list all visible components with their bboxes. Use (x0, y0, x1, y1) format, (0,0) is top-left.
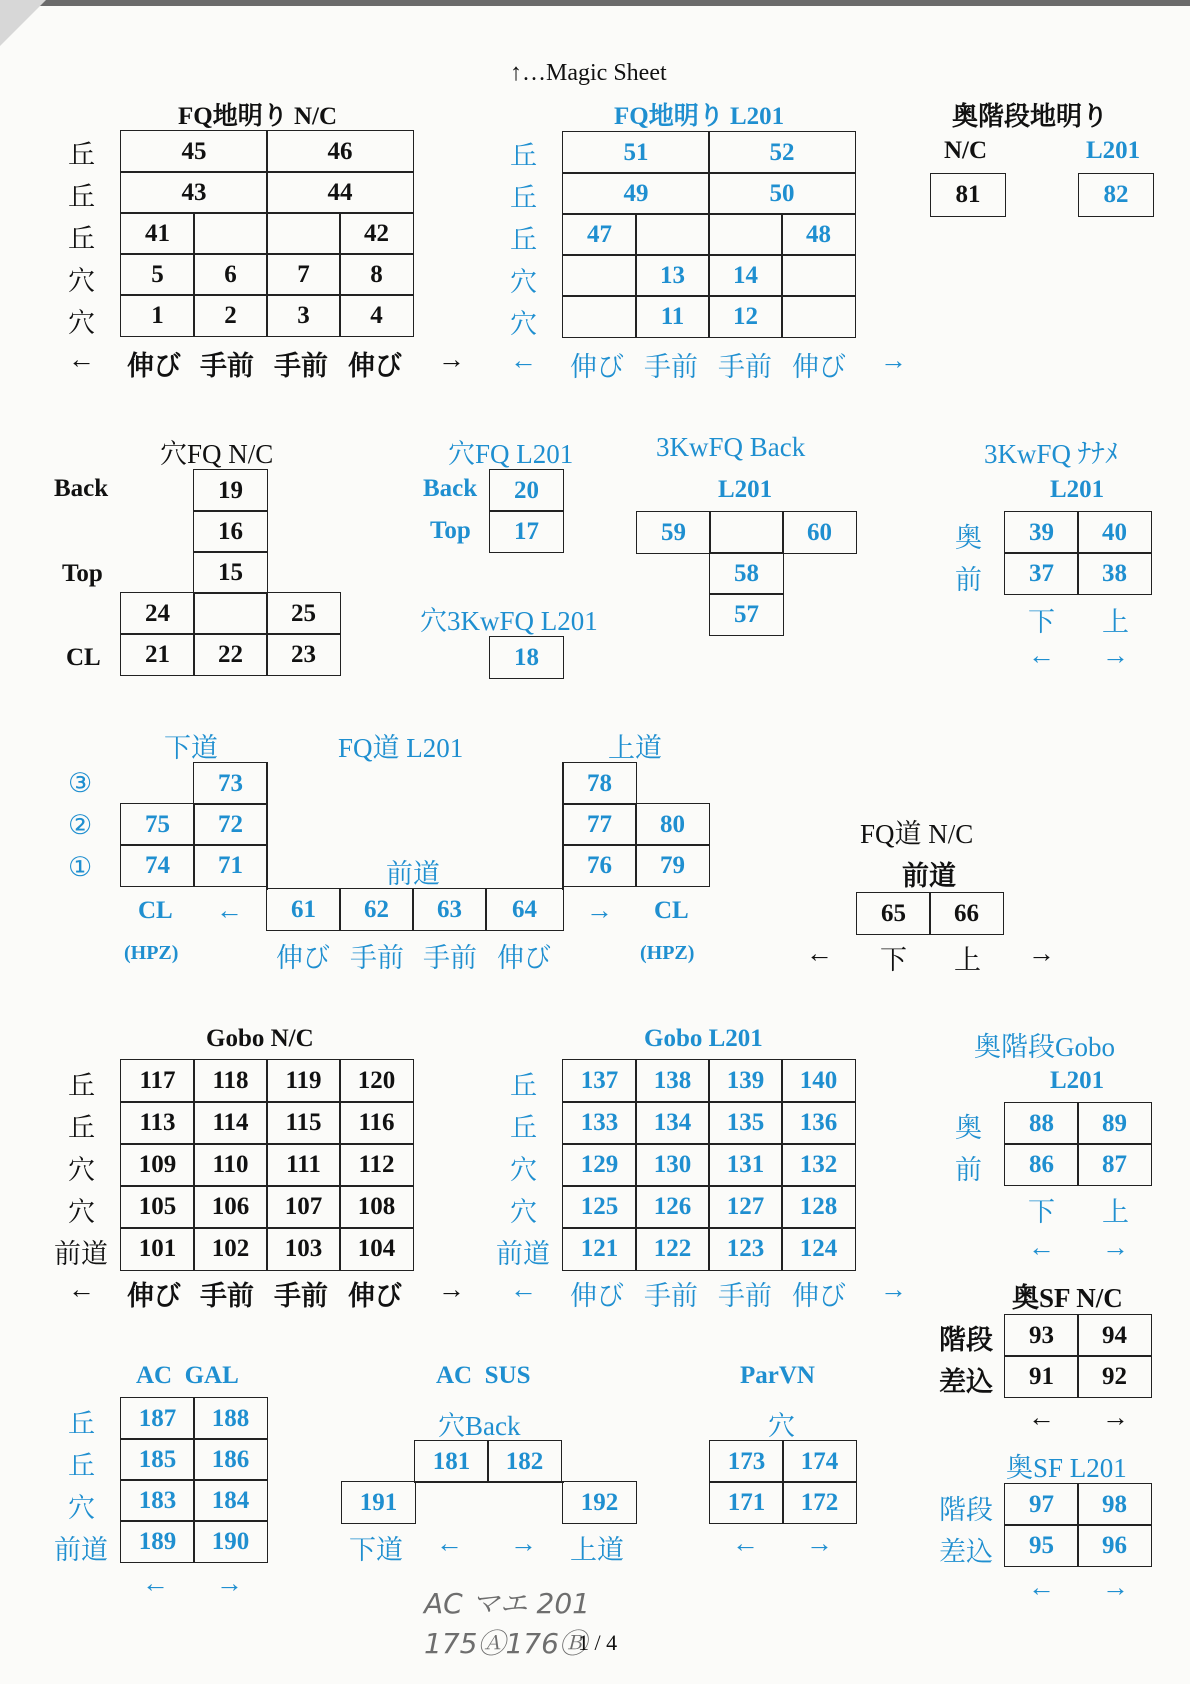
l201-label: L201 (1086, 137, 1141, 164)
footer-label: 伸び (792, 1281, 846, 1311)
row-label: 丘 (68, 224, 95, 254)
channel-cell[interactable]: 111 (266, 1143, 341, 1187)
footer-label: 伸び (570, 352, 624, 382)
channel-cell[interactable]: 105 (120, 1185, 195, 1229)
empty-cell (709, 511, 784, 554)
channel-cell[interactable]: 11 (635, 295, 710, 338)
hpz-label: (HPZ) (640, 942, 695, 964)
divider (562, 762, 564, 890)
channel-cell[interactable]: 117 (120, 1059, 195, 1103)
row-label: 丘 (510, 225, 537, 255)
section-title: FQ地明り L201 (614, 103, 785, 130)
channel-cell[interactable]: 16 (193, 510, 268, 553)
channel-cell[interactable]: 97 (1004, 1483, 1079, 1526)
channel-cell[interactable]: 49 (562, 172, 710, 215)
channel-cell[interactable]: 22 (193, 633, 268, 676)
footer-label: 手前 (274, 351, 328, 381)
section-title: Gobo L201 (644, 1025, 763, 1052)
row-label: 丘 (510, 141, 537, 171)
channel-cell[interactable]: 110 (193, 1143, 268, 1187)
row-label: 前道 (54, 1239, 108, 1269)
channel-cell[interactable]: 20 (489, 469, 564, 512)
magic-sheet-header: ↑…Magic Sheet (510, 60, 667, 86)
channel-cell[interactable]: 86 (1004, 1143, 1079, 1186)
channel-cell[interactable]: 18 (489, 636, 564, 679)
channel-cell[interactable]: 8 (339, 253, 414, 296)
section-subtitle: L201 (1050, 476, 1105, 503)
scan-top-edge (0, 0, 1190, 6)
arrow-right: → (880, 1274, 907, 1304)
channel-cell[interactable]: 60 (782, 511, 857, 554)
handwritten-note: AC マエ 201 (424, 1587, 590, 1620)
channel-cell[interactable]: 184 (193, 1479, 268, 1522)
row-label: 穴 (68, 266, 95, 296)
channel-cell[interactable]: 66 (929, 892, 1004, 935)
channel-cell[interactable]: 7 (266, 253, 341, 296)
channel-cell[interactable]: 126 (635, 1185, 710, 1229)
footer-label: 伸び (276, 943, 330, 973)
arrow-right: → (1102, 1232, 1129, 1262)
scan-folded-corner (0, 0, 46, 46)
arrow-right: → (438, 1274, 465, 1304)
channel-cell[interactable]: 81 (930, 173, 1006, 217)
hpz-label: (HPZ) (124, 942, 179, 964)
channel-cell[interactable]: 191 (341, 1481, 416, 1524)
channel-cell[interactable]: 182 (487, 1440, 562, 1483)
right-title: 上道 (608, 733, 662, 763)
section-title: AC SUS (436, 1362, 531, 1389)
arrow-left: ← (68, 1274, 95, 1304)
row-label: Back (423, 475, 478, 502)
channel-cell[interactable]: 61 (266, 888, 341, 931)
footer-label: 伸び (127, 1281, 181, 1311)
channel-cell[interactable]: 108 (339, 1185, 414, 1229)
channel-cell[interactable]: 41 (120, 212, 195, 255)
channel-cell[interactable]: 136 (781, 1101, 856, 1145)
channel-cell[interactable]: 189 (120, 1520, 195, 1563)
cl-label: CL (138, 897, 173, 924)
channel-cell[interactable]: 37 (1004, 552, 1079, 595)
footer-label: 伸び (348, 1281, 402, 1311)
footer-label: 伸び (127, 351, 181, 381)
channel-cell[interactable]: 73 (193, 762, 268, 805)
channel-cell[interactable]: 115 (266, 1101, 341, 1145)
arrow-right: → (1102, 1572, 1129, 1602)
channel-cell[interactable]: 52 (708, 131, 856, 174)
row-label: 前道 (496, 1239, 550, 1269)
channel-cell[interactable]: 173 (709, 1440, 784, 1483)
channel-cell[interactable]: 15 (193, 551, 268, 594)
channel-cell[interactable]: 74 (120, 844, 195, 887)
channel-cell[interactable]: 1 (120, 294, 195, 337)
row-label: 穴 (510, 309, 537, 339)
footer-label: 伸び (570, 1281, 624, 1311)
row-label: 丘 (68, 1071, 95, 1101)
section-subtitle: 前道 (902, 861, 956, 891)
section-title: AC GAL (136, 1362, 239, 1389)
channel-cell[interactable]: 181 (414, 1440, 489, 1483)
section-subtitle: 穴Back (438, 1411, 521, 1441)
channel-cell[interactable]: 130 (635, 1143, 710, 1187)
channel-cell[interactable]: 45 (120, 130, 268, 173)
footer-label: 下道 (349, 1535, 403, 1565)
section-title: FQ地明り N/C (178, 103, 338, 130)
empty-cell (635, 213, 710, 256)
channel-cell[interactable]: 119 (266, 1059, 341, 1103)
row-label: 差込 (939, 1367, 993, 1397)
channel-cell[interactable]: 128 (781, 1185, 856, 1229)
section-title: ParVN (740, 1362, 815, 1389)
channel-cell[interactable]: 140 (781, 1059, 856, 1103)
channel-cell[interactable]: 38 (1077, 552, 1152, 595)
channel-cell[interactable]: 186 (193, 1438, 268, 1481)
empty-cell (781, 254, 856, 297)
row-label: 丘 (68, 1451, 95, 1481)
channel-cell[interactable]: 5 (120, 253, 195, 296)
channel-cell[interactable]: 123 (708, 1227, 783, 1271)
footer-label: 手前 (274, 1281, 328, 1311)
circle-label: ③ (68, 768, 93, 798)
arrow-right: → (510, 1528, 537, 1558)
channel-cell[interactable]: 92 (1077, 1355, 1152, 1398)
arrow-right: → (880, 345, 907, 375)
channel-cell[interactable]: 172 (782, 1481, 857, 1524)
arrow-right: → (1028, 938, 1055, 968)
channel-cell[interactable]: 62 (339, 888, 414, 931)
footer-label: 手前 (718, 1281, 772, 1311)
row-label: CL (66, 644, 101, 671)
channel-cell[interactable]: 71 (193, 844, 268, 887)
footer-label: 伸び (348, 351, 402, 381)
cl-label: CL (654, 897, 689, 924)
nc-label: N/C (944, 137, 988, 164)
channel-cell[interactable]: 50 (708, 172, 856, 215)
channel-cell[interactable]: 19 (193, 469, 268, 512)
arrow-right: → (586, 895, 613, 925)
handwritten-note: 175Ⓐ176Ⓑ (424, 1627, 587, 1660)
channel-cell[interactable]: 133 (562, 1101, 637, 1145)
channel-cell[interactable]: 51 (562, 131, 710, 174)
channel-cell[interactable]: 46 (266, 130, 414, 173)
arrow-right: → (1102, 640, 1129, 670)
footer-label: 手前 (644, 1281, 698, 1311)
section-title: 3KwFQ Back (656, 432, 806, 462)
empty-cell (781, 295, 856, 338)
channel-cell[interactable]: 3 (266, 294, 341, 337)
channel-cell[interactable]: 101 (120, 1227, 195, 1271)
channel-cell[interactable]: 39 (1004, 511, 1079, 554)
channel-cell[interactable]: 112 (339, 1143, 414, 1187)
arrow-left: ← (142, 1568, 169, 1598)
channel-cell[interactable]: 82 (1078, 173, 1154, 217)
arrow-left: ← (1028, 1572, 1055, 1602)
channel-cell[interactable]: 59 (636, 511, 711, 554)
channel-cell[interactable]: 87 (1077, 1143, 1152, 1186)
row-label: 丘 (510, 1113, 537, 1143)
arrow-right: → (806, 1528, 833, 1558)
channel-cell[interactable]: 125 (562, 1185, 637, 1229)
channel-cell[interactable]: 21 (120, 633, 195, 676)
section-title: 奥SF N/C (1012, 1283, 1123, 1313)
channel-cell[interactable]: 14 (708, 254, 783, 297)
footer-label: 手前 (644, 352, 698, 382)
row-label: 丘 (68, 1113, 95, 1143)
footer-label: 下 (1028, 607, 1055, 637)
divider (266, 762, 268, 890)
section-subtitle: L201 (1050, 1067, 1105, 1094)
row-label: 穴 (68, 1155, 95, 1185)
channel-cell[interactable]: 24 (120, 592, 195, 635)
channel-cell[interactable]: 109 (120, 1143, 195, 1187)
channel-cell[interactable]: 134 (635, 1101, 710, 1145)
empty-cell (562, 295, 637, 338)
circle-label: ① (68, 852, 93, 882)
channel-cell[interactable]: 13 (635, 254, 710, 297)
footer-label: 手前 (350, 943, 404, 973)
footer-label: 下 (880, 945, 907, 975)
channel-cell[interactable]: 2 (193, 294, 268, 337)
circle-label: ② (68, 810, 93, 840)
channel-cell[interactable]: 131 (708, 1143, 783, 1187)
channel-cell[interactable]: 121 (562, 1227, 637, 1271)
row-label: 前 (955, 1155, 982, 1185)
row-label: 奥 (955, 523, 982, 553)
channel-cell[interactable]: 42 (339, 212, 414, 255)
footer-label: 下 (1028, 1197, 1055, 1227)
arrow-left: ← (436, 1528, 463, 1558)
channel-cell[interactable]: 183 (120, 1479, 195, 1522)
row-label: 階段 (939, 1495, 993, 1525)
arrow-left: ← (510, 1274, 537, 1304)
footer-label: 上 (1102, 607, 1129, 637)
channel-cell[interactable]: 114 (193, 1101, 268, 1145)
channel-cell[interactable]: 171 (709, 1481, 784, 1524)
channel-cell[interactable]: 137 (562, 1059, 637, 1103)
row-label: Back (54, 475, 109, 502)
footer-label: 手前 (718, 352, 772, 382)
section-title: 奥階段地明り (952, 102, 1109, 131)
channel-cell[interactable]: 106 (193, 1185, 268, 1229)
arrow-left: ← (1028, 1402, 1055, 1432)
row-label: Top (430, 517, 471, 544)
arrow-left: ← (1028, 640, 1055, 670)
arrow-left: ← (1028, 1232, 1055, 1262)
channel-cell[interactable]: 129 (562, 1143, 637, 1187)
channel-cell[interactable]: 78 (562, 762, 637, 805)
channel-cell[interactable]: 187 (120, 1397, 195, 1440)
footer-label: 伸び (497, 943, 551, 973)
row-label: 階段 (939, 1325, 993, 1355)
channel-cell[interactable]: 102 (193, 1227, 268, 1271)
channel-cell[interactable]: 47 (562, 213, 637, 256)
row-label: 差込 (939, 1537, 993, 1567)
divider (414, 1481, 564, 1483)
row-label: 丘 (510, 183, 537, 213)
arrow-left: ← (806, 938, 833, 968)
channel-cell[interactable]: 17 (489, 510, 564, 553)
channel-cell[interactable]: 48 (781, 213, 856, 256)
section-title: 奥SF L201 (1006, 1453, 1127, 1483)
channel-cell[interactable]: 122 (635, 1227, 710, 1271)
section-subtitle: L201 (718, 476, 773, 503)
arrow-right: → (438, 344, 465, 374)
arrow-right: → (1102, 1402, 1129, 1432)
section-title: 穴FQ N/C (160, 439, 274, 469)
channel-cell[interactable]: 174 (782, 1440, 857, 1483)
channel-cell[interactable]: 96 (1077, 1524, 1152, 1567)
channel-cell[interactable]: 113 (120, 1101, 195, 1145)
channel-cell[interactable]: 132 (781, 1143, 856, 1187)
arrow-left: ← (68, 344, 95, 374)
footer-label: 伸び (792, 352, 846, 382)
section-subtitle: 穴 (768, 1411, 795, 1441)
channel-cell[interactable]: 23 (266, 633, 341, 676)
arrow-right: → (216, 1568, 243, 1598)
section-title: 3KwFQ ﾅﾅﾒ (984, 439, 1119, 469)
row-label: 穴 (68, 1493, 95, 1523)
section-title: Gobo N/C (206, 1025, 314, 1052)
row-label: 穴 (510, 1155, 537, 1185)
channel-cell[interactable]: 93 (1004, 1314, 1079, 1357)
channel-cell[interactable]: 57 (709, 593, 784, 636)
channel-cell[interactable]: 75 (120, 803, 195, 846)
empty-cell (708, 213, 783, 256)
channel-cell[interactable]: 4 (339, 294, 414, 337)
footer-label: 上道 (570, 1535, 624, 1565)
channel-cell[interactable]: 98 (1077, 1483, 1152, 1526)
row-label: 丘 (510, 1071, 537, 1101)
channel-cell[interactable]: 40 (1077, 511, 1152, 554)
footer-label: 上 (1102, 1197, 1129, 1227)
arrow-left: ← (510, 345, 537, 375)
channel-cell[interactable]: 76 (562, 844, 637, 887)
row-label: 穴 (68, 308, 95, 338)
row-label: 前道 (54, 1535, 108, 1565)
row-label: 奥 (955, 1113, 982, 1143)
section-title: FQ道 N/C (860, 819, 974, 849)
channel-cell[interactable]: 107 (266, 1185, 341, 1229)
channel-cell[interactable]: 79 (635, 844, 710, 887)
footer-label: 手前 (200, 351, 254, 381)
section-title: 奥階段Gobo (974, 1032, 1115, 1062)
channel-cell[interactable]: 72 (193, 803, 268, 846)
channel-cell[interactable]: 104 (339, 1227, 414, 1271)
channel-cell[interactable]: 58 (709, 552, 784, 595)
section-title: FQ道 L201 (338, 733, 464, 763)
channel-cell[interactable]: 65 (856, 892, 931, 935)
left-title: 下道 (164, 733, 218, 763)
center-label: 前道 (386, 859, 440, 889)
channel-cell[interactable]: 120 (339, 1059, 414, 1103)
channel-cell[interactable]: 77 (562, 803, 637, 846)
empty-cell (193, 212, 268, 255)
channel-cell[interactable]: 103 (266, 1227, 341, 1271)
arrow-left: ← (732, 1528, 759, 1558)
row-label: 前 (955, 565, 982, 595)
row-label: 穴 (510, 267, 537, 297)
empty-cell (266, 212, 341, 255)
section-title: 穴FQ L201 (448, 439, 574, 469)
channel-cell[interactable]: 12 (708, 295, 783, 338)
channel-cell[interactable]: 25 (266, 592, 341, 635)
channel-cell[interactable]: 63 (412, 888, 487, 931)
channel-cell[interactable]: 127 (708, 1185, 783, 1229)
empty-cell (562, 254, 637, 297)
channel-cell[interactable]: 94 (1077, 1314, 1152, 1357)
channel-cell[interactable]: 190 (193, 1520, 268, 1563)
row-label: 穴 (68, 1197, 95, 1227)
footer-label: 手前 (423, 943, 477, 973)
channel-cell[interactable]: 91 (1004, 1355, 1079, 1398)
page-number: 1 / 4 (578, 1630, 618, 1655)
channel-cell[interactable]: 188 (193, 1397, 268, 1440)
footer-label: 上 (954, 945, 981, 975)
arrow-left: ← (216, 895, 243, 925)
channel-cell[interactable]: 135 (708, 1101, 783, 1145)
row-label: 丘 (68, 182, 95, 212)
channel-cell[interactable]: 80 (635, 803, 710, 846)
row-label: 丘 (68, 1409, 95, 1439)
channel-cell[interactable]: 118 (193, 1059, 268, 1103)
channel-cell[interactable]: 6 (193, 253, 268, 296)
channel-cell[interactable]: 44 (266, 171, 414, 214)
row-label: 穴 (510, 1197, 537, 1227)
channel-cell[interactable]: 64 (485, 888, 564, 931)
channel-cell[interactable]: 124 (781, 1227, 856, 1271)
channel-cell[interactable]: 116 (339, 1101, 414, 1145)
channel-cell[interactable]: 89 (1077, 1102, 1152, 1145)
channel-cell[interactable]: 139 (708, 1059, 783, 1103)
row-label: 丘 (68, 140, 95, 170)
section-title: 穴3KwFQ L201 (420, 606, 598, 636)
channel-cell[interactable]: 192 (562, 1481, 637, 1524)
channel-cell[interactable]: 43 (120, 171, 268, 214)
footer-label: 手前 (200, 1281, 254, 1311)
channel-cell[interactable]: 88 (1004, 1102, 1079, 1145)
channel-cell[interactable]: 138 (635, 1059, 710, 1103)
empty-cell (193, 592, 268, 635)
row-label: Top (62, 560, 103, 587)
channel-cell[interactable]: 185 (120, 1438, 195, 1481)
channel-cell[interactable]: 95 (1004, 1524, 1079, 1567)
